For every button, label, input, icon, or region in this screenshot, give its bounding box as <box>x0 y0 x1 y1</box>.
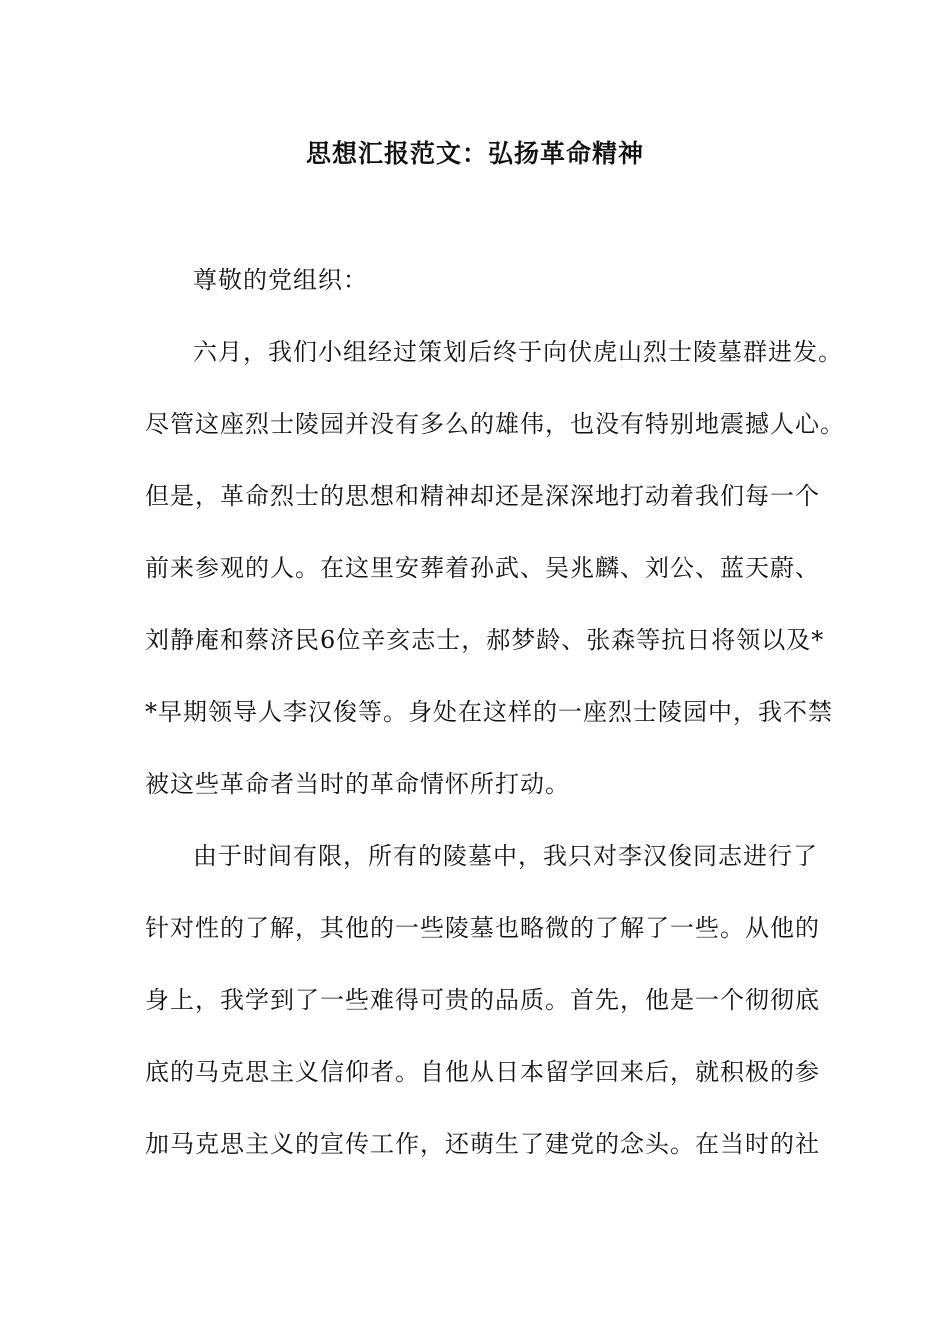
paragraph-2-line-2: 针对性的了解，其他的一些陵墓也略微的了解了一些。从他的 <box>145 914 820 942</box>
salutation: 尊敬的党组织： <box>193 266 368 294</box>
paragraph-1-line-5: 刘静庵和蔡济民6位辛亥志士，郝梦龄、张森等抗日将领以及* <box>145 626 825 654</box>
paragraph-1-line-1: 六月，我们小组经过策划后终于向伏虎山烈士陵墓群进发。 <box>193 338 843 366</box>
paragraph-1-line-7: 被这些革命者当时的革命情怀所打动。 <box>145 770 570 798</box>
paragraph-2-line-1: 由于时间有限，所有的陵墓中，我只对李汉俊同志进行了 <box>193 842 818 870</box>
paragraph-2-line-5: 加马克思主义的宣传工作，还萌生了建党的念头。在当时的社 <box>145 1130 820 1158</box>
paragraph-2-line-3: 身上，我学到了一些难得可贵的品质。首先，他是一个彻彻底 <box>145 986 820 1014</box>
paragraph-2-line-4: 底的马克思主义信仰者。自他从日本留学回来后，就积极的参 <box>145 1058 820 1086</box>
paragraph-1-line-4: 前来参观的人。在这里安葬着孙武、吴兆麟、刘公、蓝天蔚、 <box>145 554 820 582</box>
paragraph-1-line-6: *早期领导人李汉俊等。身处在这样的一座烈士陵园中，我不禁 <box>145 698 833 726</box>
document-title: 思想汇报范文：弘扬革命精神 <box>305 139 644 168</box>
paragraph-1-line-2: 尽管这座烈士陵园并没有多么的雄伟，也没有特别地震撼人心。 <box>145 410 845 438</box>
paragraph-1-line-3: 但是，革命烈士的思想和精神却还是深深地打动着我们每一个 <box>145 482 820 510</box>
